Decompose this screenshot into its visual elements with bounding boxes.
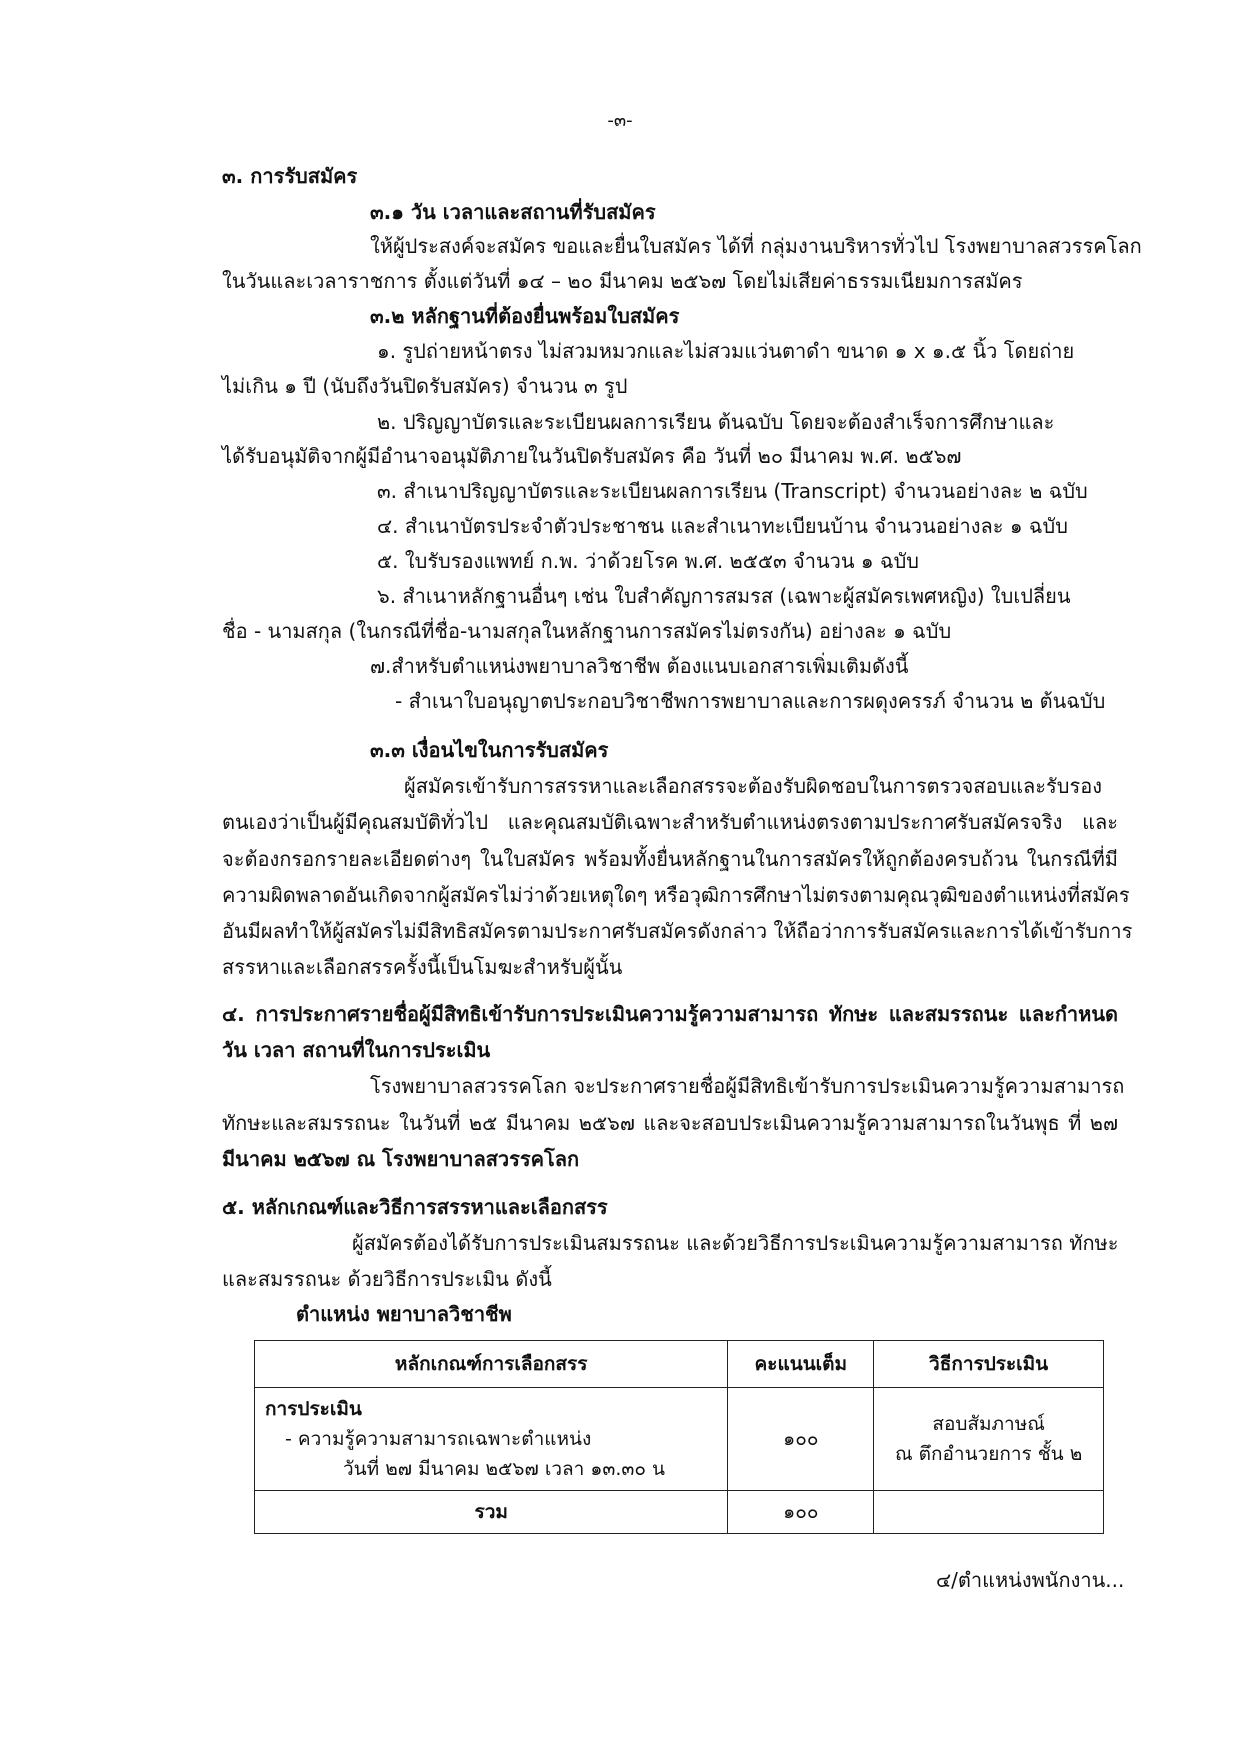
section-3-title: ๓. การรับสมัคร [222,164,358,188]
section-3-3-title: ๓.๓ เงื่อนไขในการรับสมัคร [370,738,609,762]
section-3-1-line-2: ในวันและเวลาราชการ ตั้งแต่วันที่ ๑๔ – ๒๐ มีนาคม ๒๕๖๗ โดยไม่เสียค่าธรรมเนียมการสมัคร [222,269,1023,293]
section-3-2-line-10: ๗.สำหรับตำแหน่งพยาบาลวิชาชีพ ต้องแนบเอกสารเพิ่มเติมดังนี้ [370,654,909,678]
section-5-line-2: และสมรรถนะ ด้วยวิธีการประเมิน ดังนี้ [222,1267,552,1291]
header-criteria: หลักเกณฑ์การเลือกสรร [255,1341,728,1388]
criteria-heading: การประเมิน [265,1398,362,1420]
total-label: รวม [255,1491,728,1534]
method-cell [874,1388,1104,1491]
section-3-2-line-11: - สำเนาใบอนุญาตประกอบวิชาชีพการพยาบาลและการผดุงครรภ์ จำนวน ๒ ต้นฉบับ [395,689,1106,713]
section-3-2-line-9: ชื่อ - นามสกุล (ในกรณีที่ชื่อ-นามสกุลในหลักฐานการสมัครไม่ตรงกัน) อย่างละ ๑ ฉบับ [222,619,952,643]
section-4-title-line-2: วัน เวลา สถานที่ในการประเมิน [222,1038,491,1062]
section-3-1-line-1: ให้ผู้ประสงค์จะสมัคร ขอและยื่นใบสมัคร ได้ที่ กลุ่มงานบริหารทั่วไป โรงพยาบาลสวรรคโลก [370,234,1142,258]
section-3-2-title: ๓.๒ หลักฐานที่ต้องยื่นพร้อมใบสมัคร [370,304,680,328]
section-3-3-line-3: จะต้องกรอกรายละเอียดต่างๆ ในใบสมัคร พร้อมทั้งยื่นหลักฐานในการสมัครให้ถูกต้องครบถ้วน ในกรณีที่มี [222,847,1118,871]
section-3-2-line-1: ๑. รูปถ่ายหน้าตรง ไม่สวมหมวกและไม่สวมแว่นตาดำ ขนาด ๑ x ๑.๕ นิ้ว โดยถ่าย [377,339,1075,363]
section-4-line-2: ทักษะและสมรรถนะ ในวันที่ ๒๕ มีนาคม ๒๕๖๗ และจะสอบประเมินความรู้ความสามารถในวันพุธ ที่ ๒๗ [222,1111,1118,1135]
section-3-2-line-2: ไม่เกิน ๑ ปี (นับถึงวันปิดรับสมัคร) จำนวน ๓ รูป [222,374,628,398]
section-3-3-line-1: ผู้สมัครเข้ารับการสรรหาและเลือกสรรจะต้องรับผิดชอบในการตรวจสอบและรับรอง [404,774,1102,798]
total-score: ๑๐๐ [728,1491,874,1534]
section-3-2-line-7: ๕. ใบรับรองแพทย์ ก.พ. ว่าด้วยโรค พ.ศ. ๒๕๕๓ จำนวน ๑ ฉบับ [377,549,919,573]
section-3-2-line-5: ๓. สำเนาปริญญาบัตรและระเบียนผลการเรียน (Transcript) จำนวนอย่างละ ๒ ฉบับ [377,479,1088,503]
section-3-3-line-2: ตนเองว่าเป็นผู้มีคุณสมบัติทั่วไป และคุณสมบัติเฉพาะสำหรับตำแหน่งตรงตามประกาศรับสมัครจริง และ [222,810,1118,834]
header-full-score: คะแนนเต็ม [728,1341,874,1388]
page-number: -๓- [607,110,633,131]
score-cell: ๑๐๐ [728,1388,874,1491]
section-3-3-line-4: ความผิดพลาดอันเกิดจากผู้สมัครไม่ว่าด้วยเหตุใดๆ หรือวุฒิการศึกษาไม่ตรงตามคุณวุฒิของตำแหน่งที่สมัคร [222,883,1130,907]
section-4-title-line-1: ๔. การประกาศรายชื่อผู้มีสิทธิเข้ารับการประเมินความรู้ความสามารถ ทักษะ และสมรรถนะ และกำหนด [222,1002,1118,1026]
method-line-1: สอบสัมภาษณ์ [932,1413,1045,1435]
section-3-2-line-8: ๖. สำเนาหลักฐานอื่นๆ เช่น ใบสำคัญการสมรส (เฉพาะผู้สมัครเพศหญิง) ใบเปลี่ยน [377,584,1071,608]
section-5-line-1: ผู้สมัครต้องได้รับการประเมินสมรรถนะ และด้วยวิธีการประเมินความรู้ความสามารถ ทักษะ [352,1231,1119,1255]
table-header-row [255,1341,1104,1388]
criteria-item: - ความรู้ความสามารถเฉพาะตำแหน่ง [285,1428,592,1450]
table-total-row [255,1491,1104,1534]
header-method: วิธีการประเมิน [874,1341,1104,1388]
criteria-date: วันที่ ๒๗ มีนาคม ๒๕๖๗ เวลา ๑๓.๓๐ น [343,1458,666,1480]
position-title: ตำแหน่ง พยาบาลวิชาชีพ [296,1302,512,1326]
method-line-2: ณ ตึกอำนวยการ ชั้น ๒ [894,1443,1083,1465]
section-3-2-line-6: ๔. สำเนาบัตรประจำตัวประชาชน และสำเนาทะเบียนบ้าน จำนวนอย่างละ ๑ ฉบับ [377,514,1068,538]
section-3-2-line-4: ได้รับอนุมัติจากผู้มีอำนาจอนุมัติภายในวันปิดรับสมัคร คือ วันที่ ๒๐ มีนาคม พ.ศ. ๒๕๖๗ [222,444,962,468]
criteria-table [254,1340,1104,1534]
continuation-footer: ๔/ตำแหน่งพนักงาน... [936,1568,1125,1592]
section-5-title: ๕. หลักเกณฑ์และวิธีการสรรหาและเลือกสรร [222,1195,608,1219]
criteria-cell [255,1388,728,1491]
table-row [255,1388,1104,1491]
section-4-bold-line: มีนาคม ๒๕๖๗ ณ โรงพยาบาลสวรรคโลก [222,1147,580,1171]
section-3-3-line-5: อันมีผลทำให้ผู้สมัครไม่มีสิทธิสมัครตามประกาศรับสมัครดังกล่าว ให้ถือว่าการรับสมัครและการได้เข้ารับการ [222,919,1133,943]
section-3-1-title: ๓.๑ วัน เวลาและสถานที่รับสมัคร [370,200,656,224]
section-3-2-line-3: ๒. ปริญญาบัตรและระเบียนผลการเรียน ต้นฉบับ โดยจะต้องสำเร็จการศึกษาและ [377,410,1055,434]
total-method [874,1491,1104,1534]
section-3-3-line-6: สรรหาและเลือกสรรครั้งนี้เป็นโมฆะสำหรับผู้นั้น [222,955,623,979]
section-4-line-1: โรงพยาบาลสวรรคโลก จะประกาศรายชื่อผู้มีสิทธิเข้ารับการประเมินความรู้ความสามารถ [370,1074,1125,1098]
